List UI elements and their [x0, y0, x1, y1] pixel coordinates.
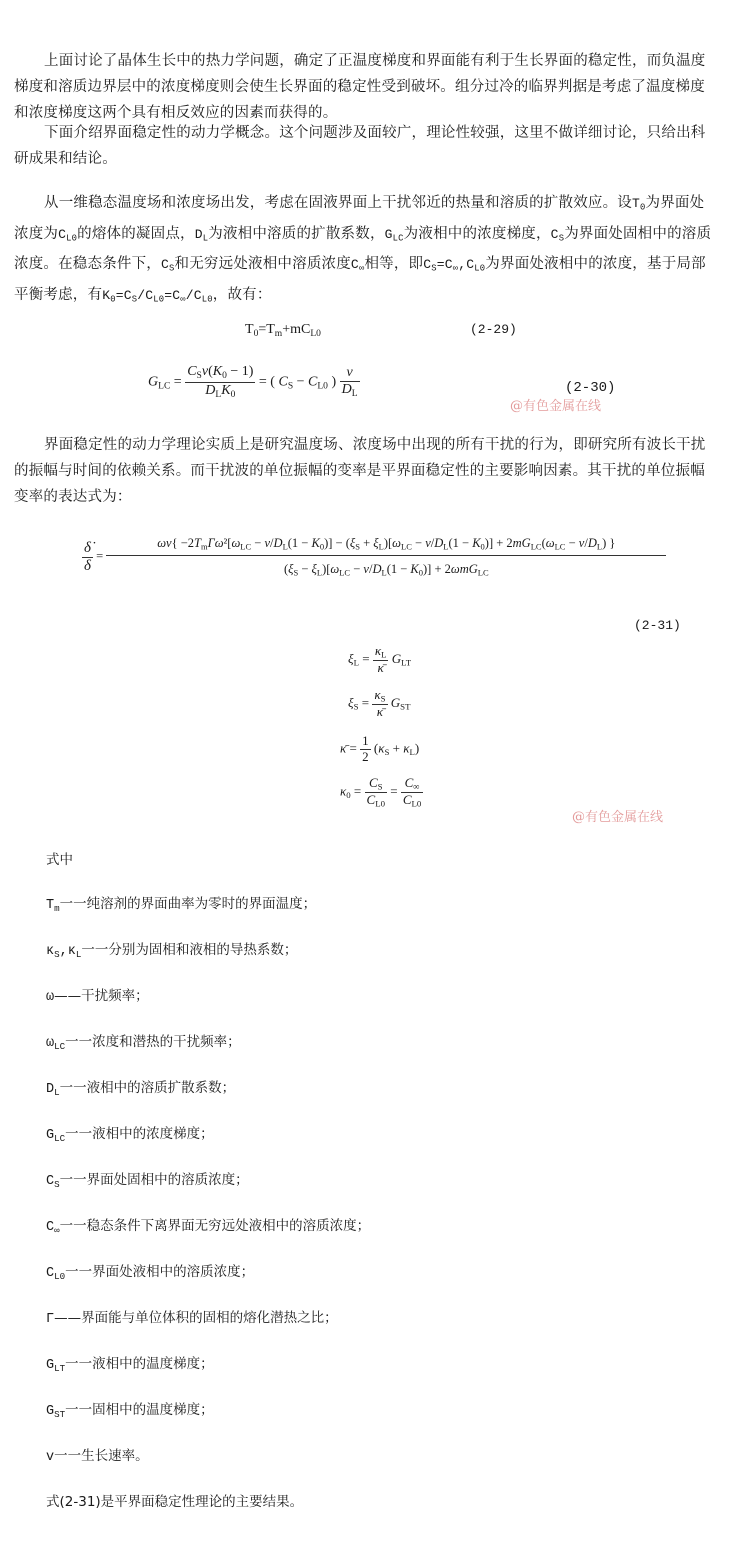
symbol-v: v: [46, 1450, 55, 1465]
relation-K0: $K_0=C_S/C_{L0}=C_\infty/C_{L0}$: [102, 287, 213, 305]
symbol-row-DL: [46, 1076, 235, 1098]
symbol-desc: ——干扰频率；: [54, 988, 149, 1004]
symbol-desc: ——界面能与单位体积的固相的熔化潜热之比；: [54, 1310, 338, 1326]
symbol-DL: $D_L$: [194, 226, 209, 244]
symbol-desc: 一一纯溶剂的界面曲率为零时的界面温度；: [59, 896, 317, 912]
paragraph-definitions: [14, 190, 714, 313]
symbol-CS: $C_S$: [550, 226, 565, 244]
symbol-row-Gamma: [46, 1306, 338, 1327]
equation-xi-L: $\xi_L$ = $\frac{\kappa_L}{\kappā}$ $G_{LT}$: [348, 643, 412, 675]
symbol-kappa-S-L: $\kappa_S,\kappa_L$: [46, 944, 82, 960]
symbol-GLT: $G_{LT}$: [46, 1358, 66, 1374]
symbol-Tm: $T_m$: [46, 898, 60, 914]
symbol-row-v: [46, 1444, 149, 1465]
symbol-CS-2: $C_S$: [161, 257, 175, 274]
equation-kappa-0: $\kappa_0$ = $\frac{C_S}{C_{L0}}$ = $\frac{C_\infty}{C_{L0}}$: [340, 775, 422, 809]
symbol-row-GLC: [46, 1122, 214, 1144]
relation-CS-Cinf: $C_S=C_\infty,C_{L0}$: [423, 257, 486, 274]
symbol-desc: 一一液相中的浓度梯度；: [65, 1126, 214, 1142]
symbol-row-GLT: [46, 1352, 214, 1374]
paragraph-thermodynamics: 上面讨论了晶体生长中的热力学问题，确定了正温度梯度和界面能有利于生长界面的稳定性，而负温度梯度和溶质边界层中的浓度梯度则会使生长界面的稳定性受到破坏。组分过冷的临界判据是考虑了温度梯度和浓度梯度这两个具有相反效应的因素而获得的。: [14, 53, 706, 121]
watermark-2: @有色金属在线: [572, 810, 664, 825]
symbol-GLC-def: $G_{LC}$: [46, 1128, 66, 1144]
equation-number-2-30: (2-30): [565, 380, 616, 396]
symbol-Cinf-def: $C_\infty$: [46, 1220, 60, 1236]
symbol-CS-def: $C_S$: [46, 1174, 60, 1190]
p3-text-j: ，故有：: [212, 286, 272, 303]
symbol-row-CL0: [46, 1260, 254, 1282]
symbol-row-CS: [46, 1168, 249, 1190]
equation-kappa-bar: κ̄ = $\frac{1}{2}$ $(\kappa_S + \kappa_L)$: [340, 733, 420, 764]
symbol-row-Cinf: [46, 1214, 370, 1236]
symbol-desc: 一一界面处液相中的溶质浓度；: [65, 1264, 255, 1280]
equation-2-31: $\frac{\deltȧ}{\delta}$ = $\omega v\{ -2T_m\Gamma\omega^2[\omega_{LC} - v/D_L(1 - K_0)] - (\xi_S + \xi_L)[\omega_{LC} - v/D_L(1 - K_0)] + 2mG_{LC}(\omega_{LC} - v/D_L)$ } $(\xi_S - \xi_L)[\omega_{LC} - v/D_L(1 - K_0)] + 2\omega mG_{LC}$: [82, 536, 666, 579]
symbol-T0: $T_0$: [632, 196, 646, 213]
equation-number-2-31: (2-31): [634, 618, 681, 633]
symbol-desc: 一一浓度和潜热的干扰频率；: [65, 1034, 241, 1050]
p3-text-e: 为液相中的浓度梯度，: [403, 225, 551, 242]
symbol-desc: 一一生长速率。: [54, 1448, 149, 1464]
symbol-desc: 一一液相中的溶质扩散系数；: [59, 1080, 236, 1096]
p3-text-f: 为界面处固相中的溶质浓度。在稳态条件下，: [14, 225, 712, 273]
symbol-desc: 一一分别为固相和液相的导热系数；: [81, 942, 298, 958]
symbol-row-GST: [46, 1398, 214, 1420]
equation-number-2-29: (2-29): [470, 322, 517, 337]
symbol-omega-LC: $\omega_{LC}$: [46, 1036, 66, 1052]
symbol-row-Tm: [46, 892, 316, 914]
symbol-omega: ω: [46, 990, 55, 1005]
symbol-DL-def: $D_L$: [46, 1082, 60, 1098]
symbol-row-kappa: [46, 938, 297, 960]
conclusion-text: 式(2-31)是平界面稳定性理论的主要结果。: [46, 1494, 304, 1510]
p3-text-b: 为界面处浓度为: [14, 195, 705, 242]
symbol-desc: 一一液相中的温度梯度；: [65, 1356, 214, 1372]
equation-2-30: $G_{LC}$ = $\frac{C_Sv(K_0 - 1)}{D_LK_0}$ = ( $C_S - C_{L0}$ ) $\frac{v}{D_L}$: [148, 364, 358, 400]
p3-text-h: 相等，即: [364, 256, 424, 273]
p3-text-c: 的熔体的凝固点，: [77, 225, 195, 242]
p3-text-d: 为液相中溶质的扩散系数，: [208, 225, 385, 242]
symbol-CL0: $C_{L0}$: [58, 226, 78, 244]
symbol-desc: 一一界面处固相中的溶质浓度；: [59, 1172, 249, 1188]
symbol-Cinf: $C_\infty$: [350, 257, 365, 274]
symbol-Gamma: Γ: [46, 1312, 55, 1327]
watermark-1: @有色金属在线: [510, 399, 602, 414]
p3-text-i: 为界面处液相中的浓度，基于局部平衡考虑，有: [14, 256, 706, 303]
symbol-row-omega: [46, 984, 149, 1005]
paragraph-kinetic-theory: 界面稳定性的动力学理论实质上是研究温度场、浓度场中出现的所有干扰的行为，即研究所有波长干扰的振幅与时间的依赖关系。而干扰波的单位振幅的变率是平界面稳定性的主要影响因素。其干扰的单位振幅变率的表达式为：: [14, 437, 706, 505]
p3-text-a: 从一维稳态温度场和浓度场出发，考虑在固液界面上干扰邻近的热量和溶质的扩散效应。设: [44, 195, 632, 211]
paragraph-kinetics-intro: 下面介绍界面稳定性的动力学概念。这个问题涉及面较广，理论性较强，这里不做详细讨论，只给出科研成果和结论。: [14, 125, 706, 167]
symbol-desc: 一一固相中的温度梯度；: [65, 1402, 214, 1418]
equation-xi-S: $\xi_S$ = $\frac{\kappa_S}{\kappā}$ $G_{ST}$: [348, 687, 411, 719]
symbol-desc: 一一稳态条件下离界面无穷远处液相中的溶质浓度；: [59, 1218, 371, 1234]
symbol-CL0-def: $C_{L0}$: [46, 1266, 66, 1282]
symbol-row-omega-LC: [46, 1030, 241, 1052]
equation-2-29: $T_0=T_m+mC_{L0}$: [245, 322, 321, 339]
symbol-GLC: $G_{LC}$: [384, 226, 404, 244]
symbol-GST: $G_{ST}$: [46, 1404, 66, 1420]
p3-text-g: 和无穷远处液相中溶质浓度: [174, 256, 351, 273]
where-label: 式中: [46, 852, 73, 868]
